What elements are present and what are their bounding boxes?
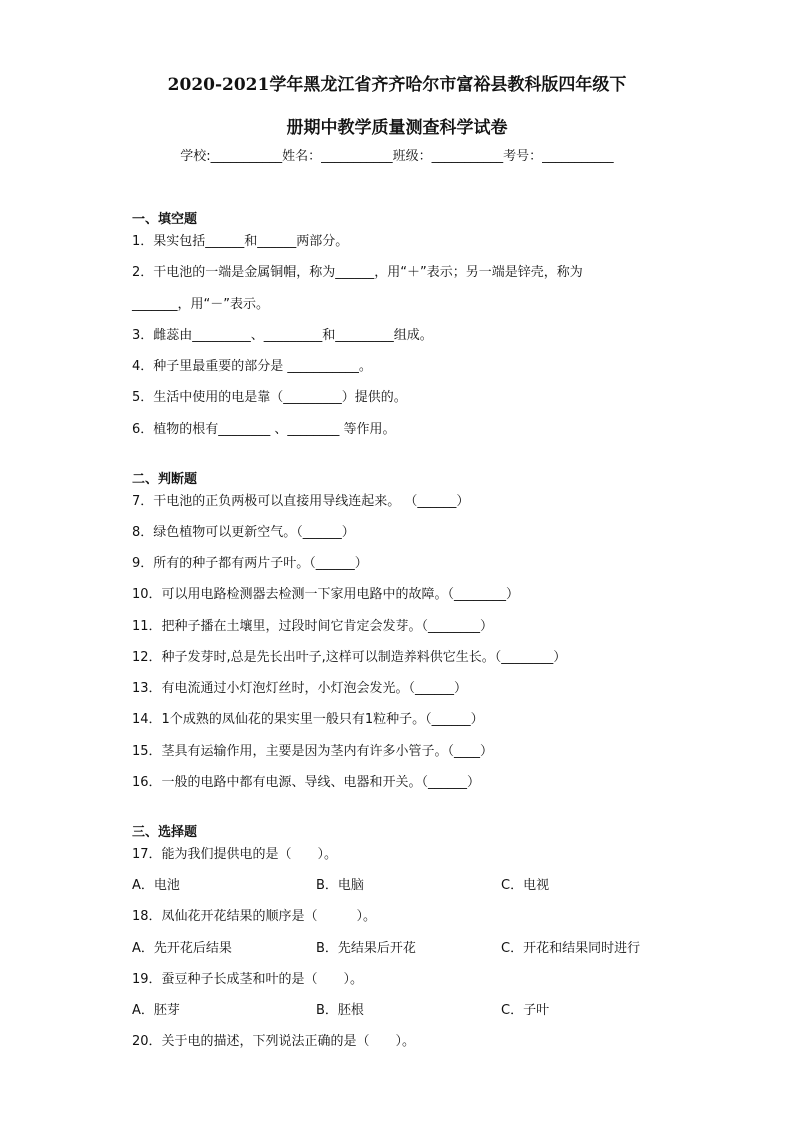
question-5: 5．生活中使用的电是靠（_________）提供的。 bbox=[132, 390, 407, 405]
exam-title-line-2: 册期中教学质量测查科学试卷 bbox=[286, 118, 508, 138]
question-3: 3．雌蕊由_________、_________和_________组成。 bbox=[132, 328, 433, 343]
question-18-option-a: A．先开花后结果 bbox=[132, 941, 232, 956]
question-10: 10．可以用电路检测器去检测一下家用电路中的故障。（________） bbox=[132, 587, 520, 602]
question-20: 20．关于电的描述，下列说法正确的是（ ）。 bbox=[132, 1034, 416, 1049]
question-7: 7．干电池的正负两极可以直接用导线连起来。 （______） bbox=[132, 494, 470, 509]
question-12: 12．种子发芽时,总是先长出叶子,这样可以制造养料供它生长。（________） bbox=[132, 650, 567, 665]
question-15: 15．茎具有运输作用，主要是因为茎内有许多小管子。（____） bbox=[132, 744, 494, 759]
question-19-option-b: B．胚根 bbox=[316, 1003, 364, 1018]
question-17-option-a: A．电池 bbox=[132, 878, 180, 893]
question-14: 14．1个成熟的凤仙花的果实里一般只有1粒种子。（______） bbox=[132, 712, 484, 727]
question-11: 11．把种子播在土壤里，过段时间它肯定会发芽。（________） bbox=[132, 619, 494, 634]
question-13: 13．有电流通过小灯泡灯丝时，小灯泡会发光。（______） bbox=[132, 681, 468, 696]
question-1: 1．果实包括______和______两部分。 bbox=[132, 234, 349, 249]
question-18-option-b: B．先结果后开花 bbox=[316, 941, 416, 956]
question-19-option-a: A．胚芽 bbox=[132, 1003, 180, 1018]
question-17-option-b: B．电脑 bbox=[316, 878, 364, 893]
question-16: 16．一般的电路中都有电源、导线、电器和开关。（______） bbox=[132, 775, 481, 790]
question-2-continued: _______，用“－”表示。 bbox=[132, 297, 269, 312]
question-17: 17．能为我们提供电的是（ ）。 bbox=[132, 847, 338, 862]
student-info-line: 学校:___________姓名：___________班级：___________考号：___________ bbox=[180, 149, 614, 164]
question-18-option-c: C．开花和结果同时进行 bbox=[501, 941, 641, 956]
question-17-option-c: C．电视 bbox=[501, 878, 550, 893]
question-6: 6．植物的根有________ 、________ 等作用。 bbox=[132, 422, 396, 437]
section-heading-choice: 三、选择题 bbox=[132, 825, 198, 840]
question-4: 4．种子里最重要的部分是 ___________。 bbox=[132, 359, 372, 374]
question-8: 8．绿色植物可以更新空气。（______） bbox=[132, 525, 355, 540]
question-18: 18．凤仙花开花结果的顺序是（ ）。 bbox=[132, 909, 377, 924]
exam-title-line-1: 2020-2021学年黑龙江省齐齐哈尔市富裕县教科版四年级下 bbox=[167, 75, 627, 95]
question-19: 19．蚕豆种子长成茎和叶的是（ ）。 bbox=[132, 972, 364, 987]
section-heading-judge: 二、判断题 bbox=[132, 472, 198, 487]
question-9: 9．所有的种子都有两片子叶。（______） bbox=[132, 556, 368, 571]
question-2: 2．干电池的一端是金属铜帽，称为______，用“＋”表示；另一端是锌壳，称为 bbox=[132, 265, 583, 280]
question-19-option-c: C．子叶 bbox=[501, 1003, 550, 1018]
section-heading-fill: 一、填空题 bbox=[132, 212, 198, 227]
